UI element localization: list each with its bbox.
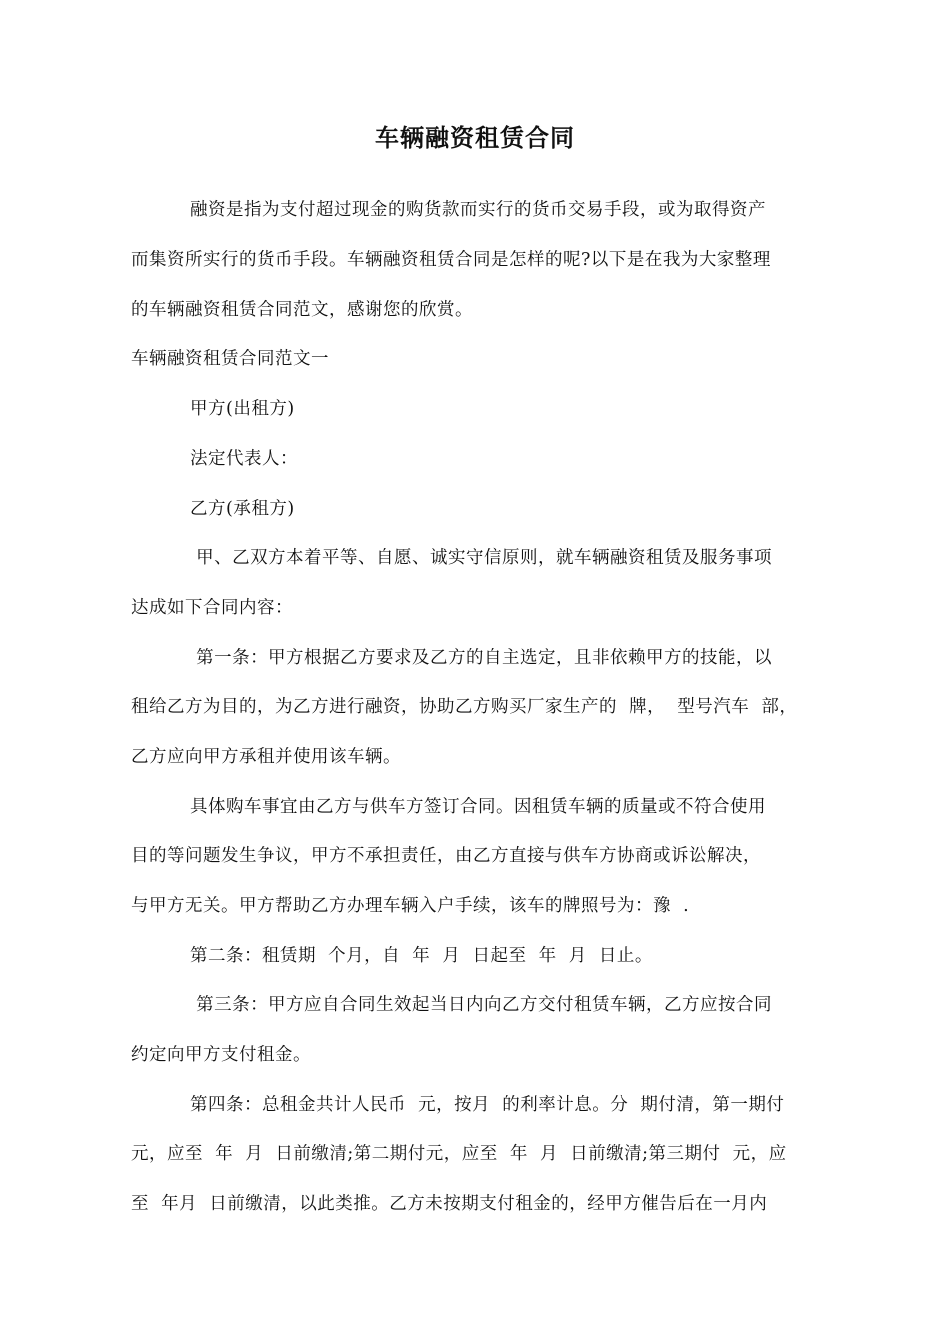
paragraph-line: 乙方(承租方) <box>190 499 295 519</box>
paragraph-line: 至 年月 日前缴清，以此类推。乙方未按期支付租金的，经甲方催告后在一月内 <box>131 1194 768 1214</box>
document-title: 车辆融资租赁合同 <box>375 124 575 152</box>
paragraph-line: 第三条：甲方应自合同生效起当日内向乙方交付租赁车辆，乙方应按合同 <box>190 995 773 1015</box>
paragraph-line: 元，应至 年 月 日前缴清;第二期付元，应至 年 月 日前缴清;第三期付 元，应 <box>131 1144 787 1164</box>
paragraph-line: 法定代表人： <box>190 449 298 469</box>
paragraph-line: 达成如下合同内容： <box>131 598 293 618</box>
section-heading: 车辆融资租赁合同范文一 <box>131 349 329 369</box>
paragraph-line: 而集资所实行的货币手段。车辆融资租赁合同是怎样的呢?以下是在我为大家整理 <box>131 250 771 270</box>
paragraph-line: 租给乙方为目的，为乙方进行融资，协助乙方购买厂家生产的 牌， 型号汽车 部， <box>131 697 798 717</box>
paragraph-line: 乙方应向甲方承租并使用该车辆。 <box>131 747 401 767</box>
paragraph-line: 第一条：甲方根据乙方要求及乙方的自主选定，且非依赖甲方的技能，以 <box>190 648 773 668</box>
paragraph-line: 与甲方无关。甲方帮助乙方办理车辆入户手续，该车的牌照号为：豫 . <box>131 896 690 916</box>
paragraph-line: 约定向甲方支付租金。 <box>131 1045 311 1065</box>
paragraph-line: 目的等问题发生争议，甲方不承担责任，由乙方直接与供车方协商或诉讼解决， <box>131 846 761 866</box>
paragraph-line: 的车辆融资租赁合同范文，感谢您的欣赏。 <box>131 300 473 320</box>
paragraph-line: 融资是指为支付超过现金的购货款而实行的货币交易手段，或为取得资产 <box>190 200 766 220</box>
paragraph-line: 第四条：总租金共计人民币 元，按月 的利率计息。分 期付清，第一期付 <box>190 1095 785 1115</box>
paragraph-line: 甲方(出租方) <box>190 399 295 419</box>
paragraph-line: 具体购车事宜由乙方与供车方签订合同。因租赁车辆的质量或不符合使用 <box>190 797 766 817</box>
paragraph-line: 甲、乙双方本着平等、自愿、诚实守信原则，就车辆融资租赁及服务事项 <box>190 548 773 568</box>
paragraph-line: 第二条：租赁期 个月，自 年 月 日起至 年 月 日止。 <box>190 946 653 966</box>
